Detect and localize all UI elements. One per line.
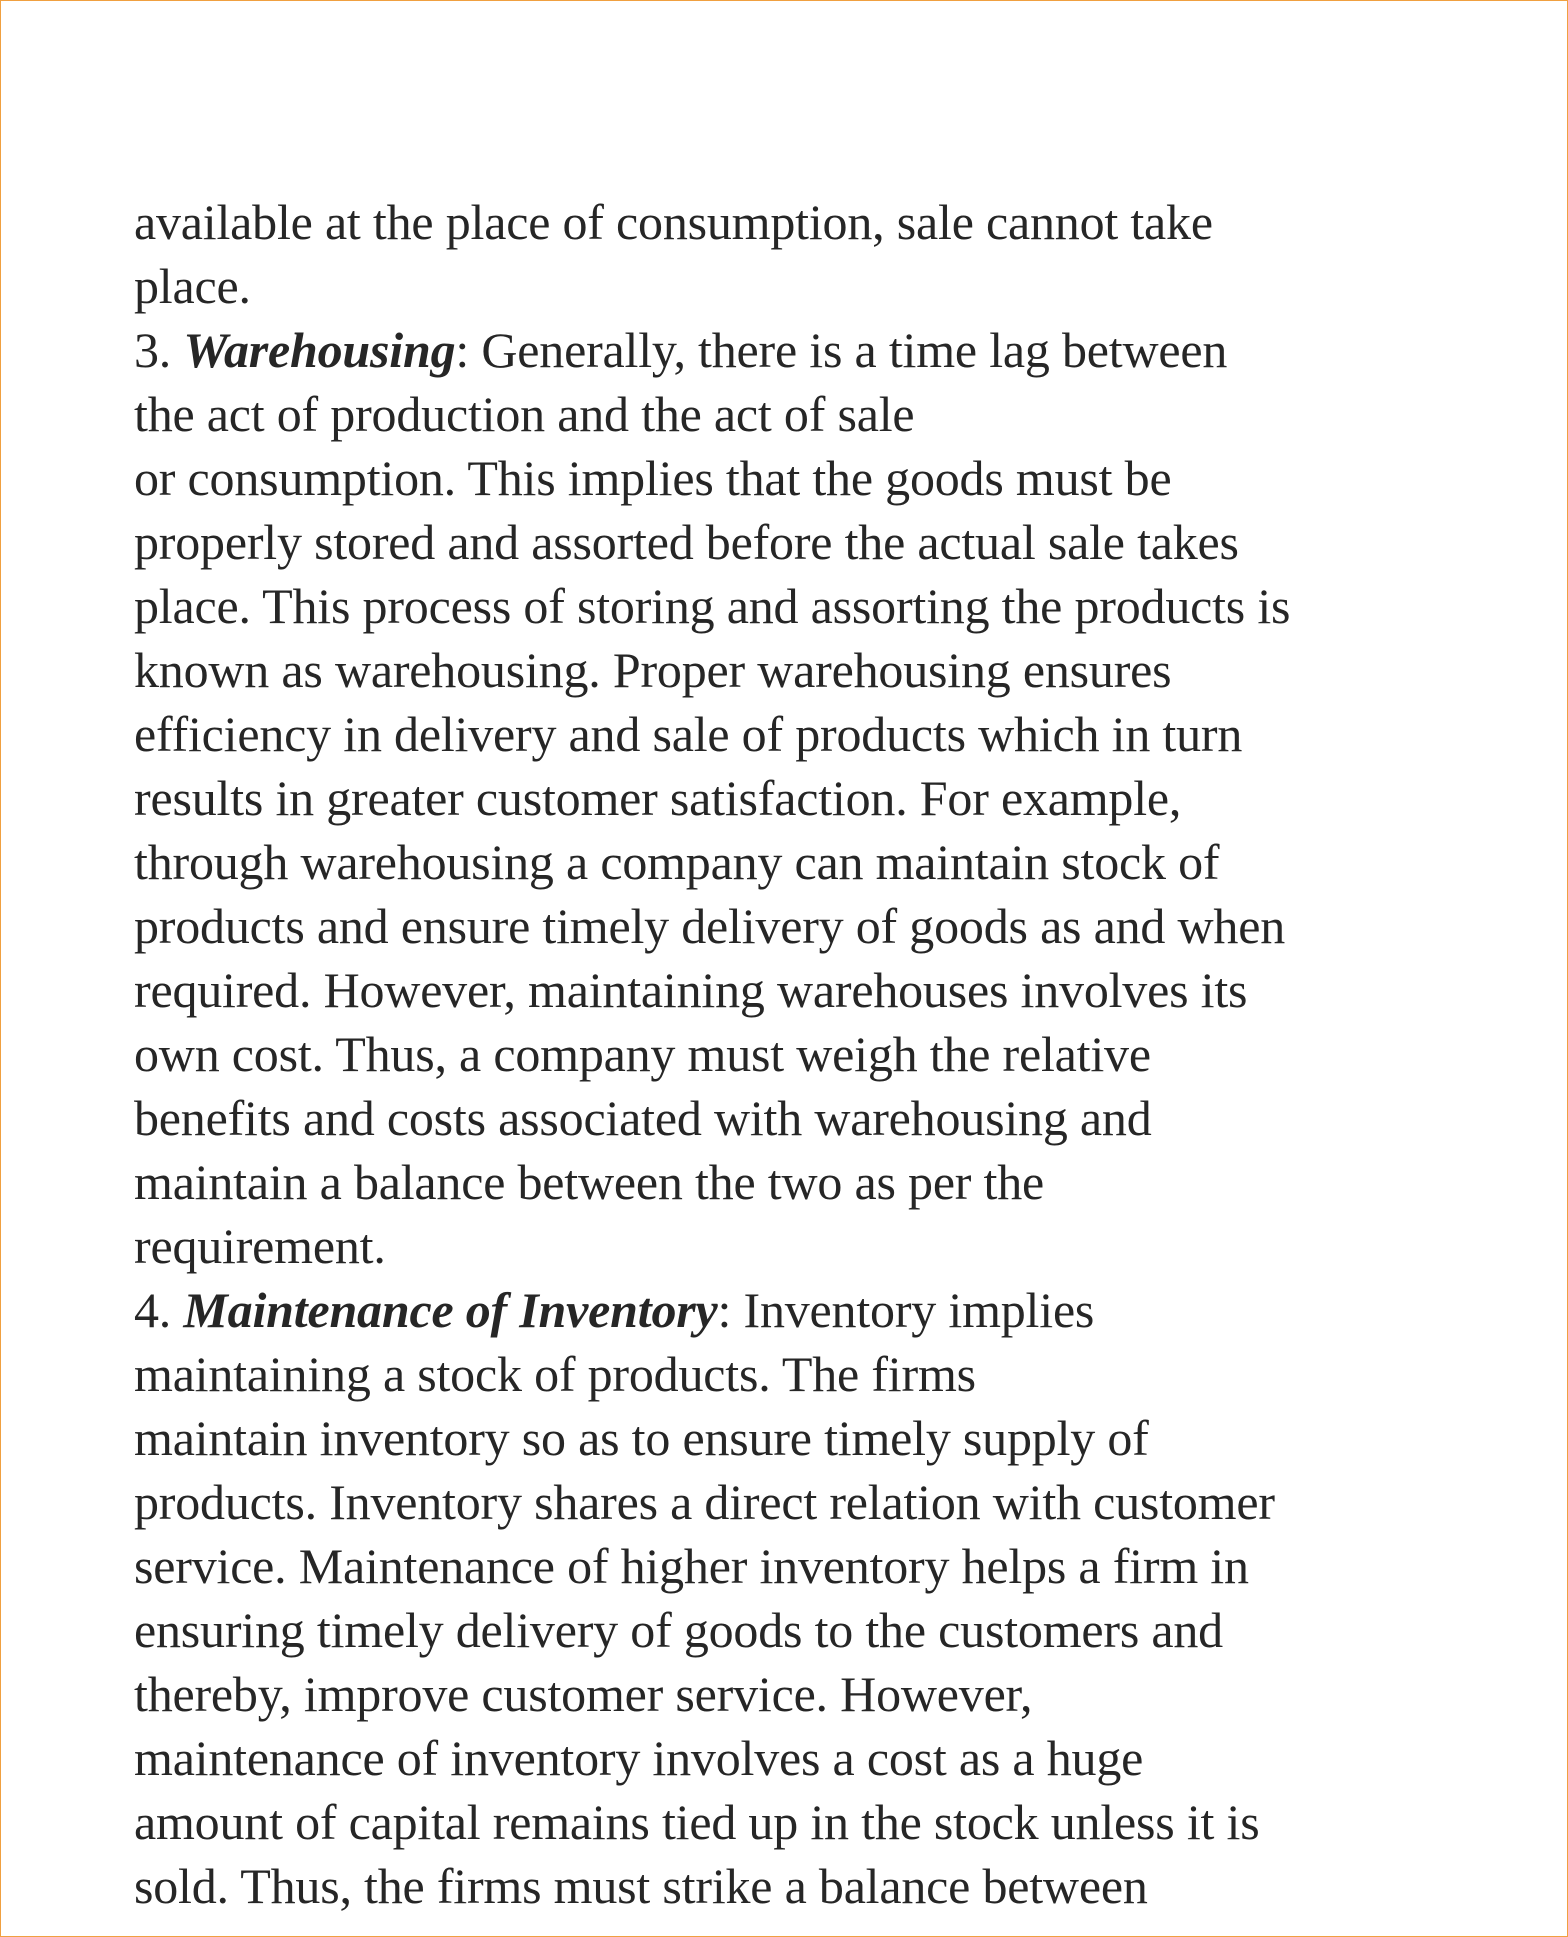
text-line: products. Inventory shares a direct relation with customer bbox=[134, 1474, 1275, 1530]
text-line: service. Maintenance of higher inventory helps a firm in bbox=[134, 1538, 1249, 1594]
text-line: results in greater customer satisfaction. For example, bbox=[134, 770, 1182, 826]
text-line: ensuring timely delivery of goods to the customers and bbox=[134, 1602, 1223, 1658]
section-heading-warehousing: 3. Warehousing: Generally, there is a time lag between bbox=[134, 322, 1228, 378]
text-line: own cost. Thus, a company must weigh the relative bbox=[134, 1026, 1151, 1082]
body-text bbox=[134, 190, 1534, 1918]
text-line: the act of production and the act of sale bbox=[134, 386, 915, 442]
text-line: known as warehousing. Proper warehousing ensures bbox=[134, 642, 1172, 698]
text-line: maintaining a stock of products. The firms bbox=[134, 1346, 976, 1402]
text-line: amount of capital remains tied up in the stock unless it is bbox=[134, 1794, 1260, 1850]
text-line: maintain a balance between the two as per the bbox=[134, 1154, 1045, 1210]
text-line: products and ensure timely delivery of goods as and when bbox=[134, 898, 1286, 954]
section-term: Maintenance of Inventory bbox=[183, 1282, 718, 1338]
text-line: benefits and costs associated with warehousing and bbox=[134, 1090, 1152, 1146]
text-line: maintenance of inventory involves a cost as a huge bbox=[134, 1730, 1144, 1786]
text-line: properly stored and assorted before the actual sale takes bbox=[134, 514, 1239, 570]
section-heading-inventory: 4. Maintenance of Inventory: Inventory implies bbox=[134, 1282, 1095, 1338]
text-line: required. However, maintaining warehouses involves its bbox=[134, 962, 1248, 1018]
text-line: place. bbox=[134, 258, 251, 314]
text-line: thereby, improve customer service. However, bbox=[134, 1666, 1033, 1722]
text-line: sold. Thus, the firms must strike a balance between bbox=[134, 1858, 1148, 1914]
section-term: Warehousing bbox=[183, 322, 456, 378]
text-line: or consumption. This implies that the goods must be bbox=[134, 450, 1172, 506]
text-line: requirement. bbox=[134, 1218, 386, 1274]
text-line: efficiency in delivery and sale of products which in turn bbox=[134, 706, 1243, 762]
text-line: through warehousing a company can maintain stock of bbox=[134, 834, 1220, 890]
item-number: 3. bbox=[134, 322, 184, 378]
text-line: available at the place of consumption, sale cannot take bbox=[134, 194, 1213, 250]
item-number: 4. bbox=[134, 1282, 184, 1338]
text-line: maintain inventory so as to ensure timely supply of bbox=[134, 1410, 1149, 1466]
text-line: place. This process of storing and assorting the products is bbox=[134, 578, 1291, 634]
